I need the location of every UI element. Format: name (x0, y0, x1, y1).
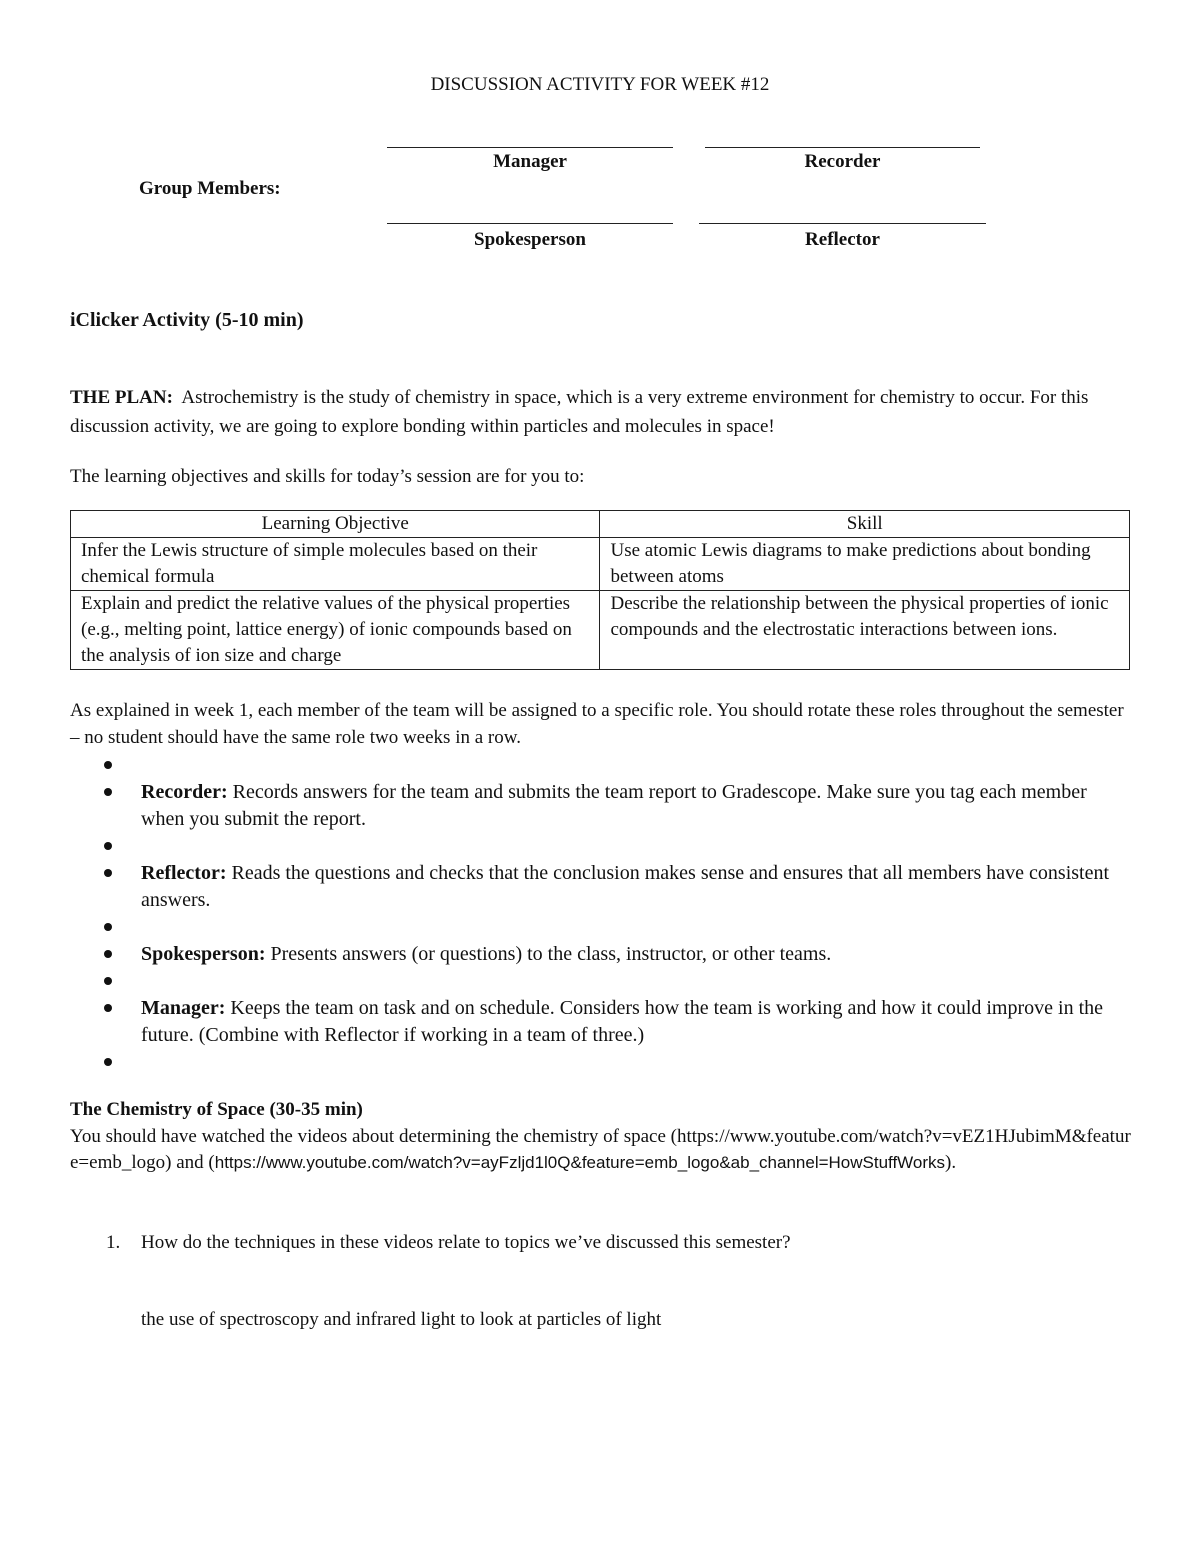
space-text-a: You should have watched the videos about determining the chemistry of space (https://www.youtube.com/watch?v=vEZ1HJubimM&feature=emb_logo) and ( (70, 1126, 1131, 1173)
role-name: Spokesperson: (141, 943, 266, 965)
question-number: 1. (106, 1232, 121, 1253)
bullet-icon (104, 842, 112, 850)
list-item (100, 833, 1130, 860)
recorder-signature-line (705, 147, 980, 148)
role-desc: Presents answers (or questions) to the class, instructor, or other teams. (270, 943, 832, 965)
plan-paragraph (70, 383, 1132, 441)
list-item (100, 860, 1130, 914)
bullet-icon (104, 1004, 112, 1012)
list-item (100, 914, 1130, 941)
plan-text: Astrochemistry is the study of chemistry in space, which is a very extreme environment for chemistry to occur. For this discussion activity, we are going to explore bonding within particles and molecules in space! (70, 387, 1089, 437)
reflector-signature-line (699, 223, 986, 224)
list-item (100, 995, 1130, 1049)
plan-label: THE PLAN: (70, 387, 173, 408)
question-text: How do the techniques in these videos relate to topics we’ve discussed this semester? (141, 1232, 791, 1253)
list-item (100, 1049, 1130, 1076)
table-cell: Describe the relationship between the physical properties of ionic compounds and the electrostatic interactions between ions. (600, 591, 1130, 670)
group-members-label: Group Members: (139, 178, 281, 199)
iclicker-heading: iClicker Activity (5-10 min) (70, 309, 304, 331)
role-name: Recorder: (141, 781, 228, 803)
table-row (71, 591, 1130, 670)
space-heading: The Chemistry of Space (30-35 min) (70, 1099, 363, 1120)
space-text-c: ). (945, 1152, 957, 1173)
role-name: Manager: (141, 997, 226, 1019)
page-title: DISCUSSION ACTIVITY FOR WEEK #12 (430, 74, 770, 95)
role-name: Reflector: (141, 862, 227, 884)
bullet-icon (104, 788, 112, 796)
bullet-icon (104, 950, 112, 958)
table-header-row (71, 511, 1130, 538)
role-desc: Keeps the team on task and on schedule. Considers how the team is working and how it could improve in the future. (Combine with Reflector if working in a team of three.) (141, 997, 1104, 1046)
answer-text: the use of spectroscopy and infrared light to look at particles of light (141, 1309, 662, 1330)
objectives-table (70, 510, 1130, 670)
role-label-recorder: Recorder (804, 151, 881, 172)
manager-signature-line (387, 147, 673, 148)
role-list (100, 752, 1130, 1076)
role-label-spokesperson: Spokesperson (474, 229, 586, 250)
role-label-reflector: Reflector (805, 229, 880, 250)
list-item (100, 752, 1130, 779)
role-desc: Reads the questions and checks that the conclusion makes sense and ensures that all members have consistent answers. (141, 862, 1110, 911)
list-item (100, 941, 1130, 968)
objectives-intro: The learning objectives and skills for today’s session are for you to: (70, 466, 585, 487)
space-paragraph (70, 1124, 1132, 1176)
table-header-cell: Skill (600, 511, 1130, 538)
table-header-cell: Learning Objective (71, 511, 600, 538)
bullet-icon (104, 761, 112, 769)
roles-intro: As explained in week 1, each member of the team will be assigned to a specific role. You should rotate these roles throughout the semester – no student should have the same role two weeks in a row. (70, 700, 1124, 748)
list-item (100, 779, 1130, 833)
bullet-icon (104, 977, 112, 985)
table-cell: Use atomic Lewis diagrams to make predictions about bonding between atoms (600, 538, 1130, 591)
role-label-manager: Manager (493, 151, 567, 172)
video-link[interactable]: https://www.youtube.com/watch?v=ayFzljd1l0Q&feature=emb_logo&ab_channel=HowStuffWorks (214, 1153, 946, 1172)
list-item (100, 968, 1130, 995)
spokesperson-signature-line (387, 223, 673, 224)
bullet-icon (104, 923, 112, 931)
bullet-icon (104, 1058, 112, 1066)
table-cell: Explain and predict the relative values of the physical properties (e.g., melting point, lattice energy) of ionic compounds based on the analysis of ion size and charge (71, 591, 600, 670)
bullet-icon (104, 869, 112, 877)
table-cell: Infer the Lewis structure of simple molecules based on their chemical formula (71, 538, 600, 591)
role-desc: Records answers for the team and submits the team report to Gradescope. Make sure you tag each member when you submit the report. (141, 781, 1087, 830)
table-row (71, 538, 1130, 591)
